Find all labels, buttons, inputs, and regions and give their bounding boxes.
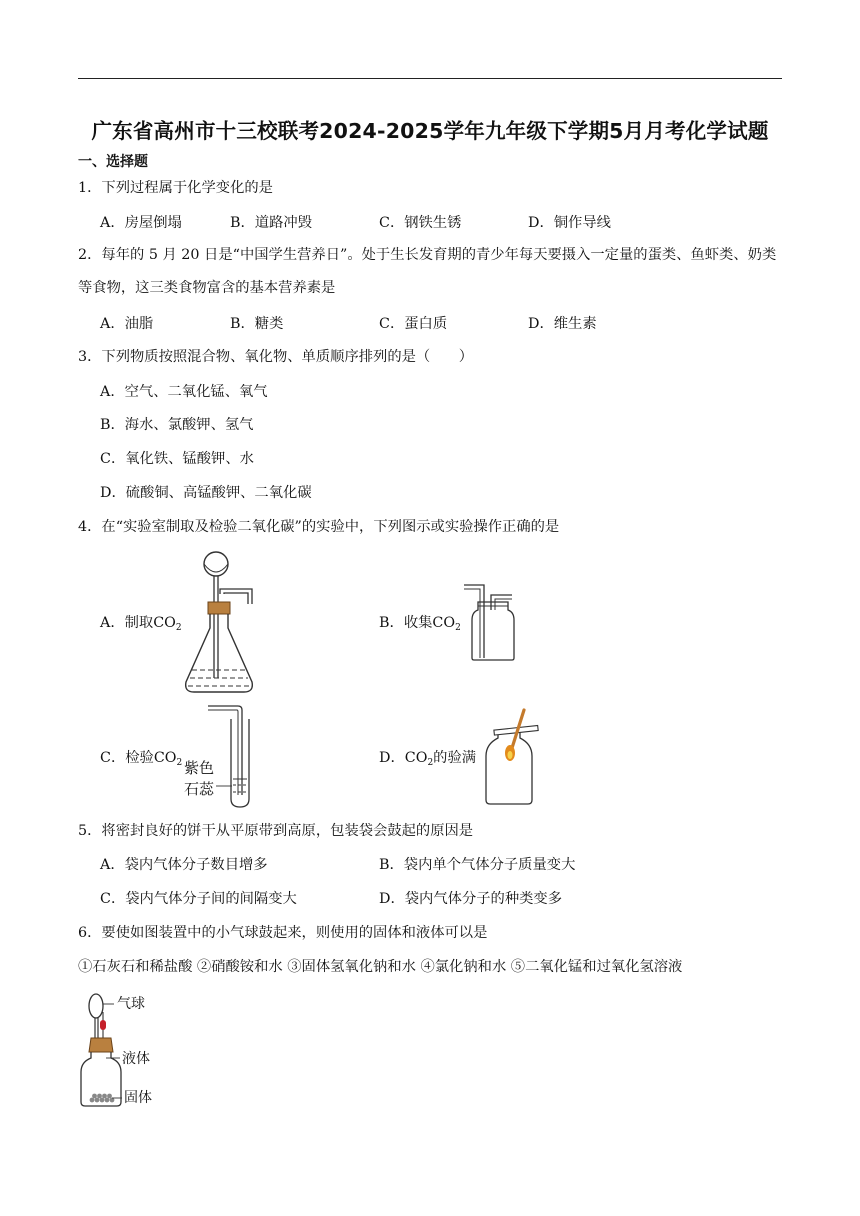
solid-label: 固体 [124, 1090, 152, 1106]
q5-option-a: A．袋内气体分子数目增多 [100, 857, 268, 873]
q2-option-d: D．维生素 [528, 316, 597, 332]
q4-option-c: C．检验$CO_2$ [100, 750, 183, 768]
question-1-stem: 1．下列过程属于化学变化的是 [78, 180, 273, 196]
question-4-stem: 4．在“实验室制取及检验二氧化碳”的实验中，下列图示或实验操作正确的是 [78, 519, 560, 535]
q4-option-d: D．$CO_2$的验满 [379, 750, 477, 768]
q1-option-a: A．房屋倒塌 [100, 215, 182, 231]
q5-option-b: B．袋内单个气体分子质量变大 [379, 857, 576, 873]
q3-option-d: D．硫酸铜、高锰酸钾、二氧化碳 [100, 485, 312, 501]
question-2-stem: 2．每年的 5 月 20 日是“中国学生营养日”。处于生长发育期的青少年每天要摄入一定量的蛋类、鱼虾类、奶类等食物，这三类食物富含的基本营养素是 [78, 247, 777, 296]
q1-option-c: C．钢铁生锈 [379, 215, 462, 231]
q2-option-a: A．油脂 [100, 316, 154, 332]
question-3-stem: 3．下列物质按照混合物、氧化物、单质顺序排列的是（ ） [78, 349, 474, 365]
q1-option-d: D．铜作导线 [528, 215, 611, 231]
question-5-stem: 5．将密封良好的饼干从平原带到高原，包装袋会鼓起的原因是 [78, 823, 474, 839]
flask-apparatus-figure [182, 548, 262, 696]
q4-option-b: B．收集$CO_2$ [379, 615, 461, 633]
question-6-stem: 6．要使如图装置中的小气球鼓起来，则使用的固体和液体可以是 [78, 925, 488, 941]
q2-option-b: B．糖类 [230, 316, 284, 332]
liquid-label: 液体 [122, 1051, 150, 1067]
litmus-label: 紫色 石蕊 [184, 759, 215, 798]
q4-option-a: A．制取$CO_2$ [100, 615, 182, 633]
q3-option-b: B．海水、氯酸钾、氢气 [100, 417, 254, 433]
q3-option-a: A．空气、二氧化锰、氧气 [100, 384, 268, 400]
gas-bottle-splint-figure [484, 708, 544, 808]
q5-option-d: D．袋内气体分子的种类变多 [379, 891, 563, 907]
page-title: 广东省高州市十三校联考2024-2025学年九年级下学期5月月考化学试题 [91, 119, 769, 143]
collection-bottle-figure [462, 582, 518, 662]
q1-option-b: B．道路冲毁 [230, 215, 312, 231]
question-6-choices: ①石灰石和稀盐酸 ②硝酸铵和水 ③固体氢氧化钠和水 ④氯化钠和水 ⑤二氧化锰和过氧化氢溶液 [78, 959, 683, 975]
balloon-label: 气球 [117, 996, 145, 1012]
header-rule [78, 78, 782, 79]
q5-option-c: C．袋内气体分子间的间隔变大 [100, 891, 297, 907]
q3-option-c: C．氧化铁、锰酸钾、水 [100, 451, 254, 467]
section-heading: 一、选择题 [78, 154, 148, 170]
q2-option-c: C．蛋白质 [379, 316, 448, 332]
